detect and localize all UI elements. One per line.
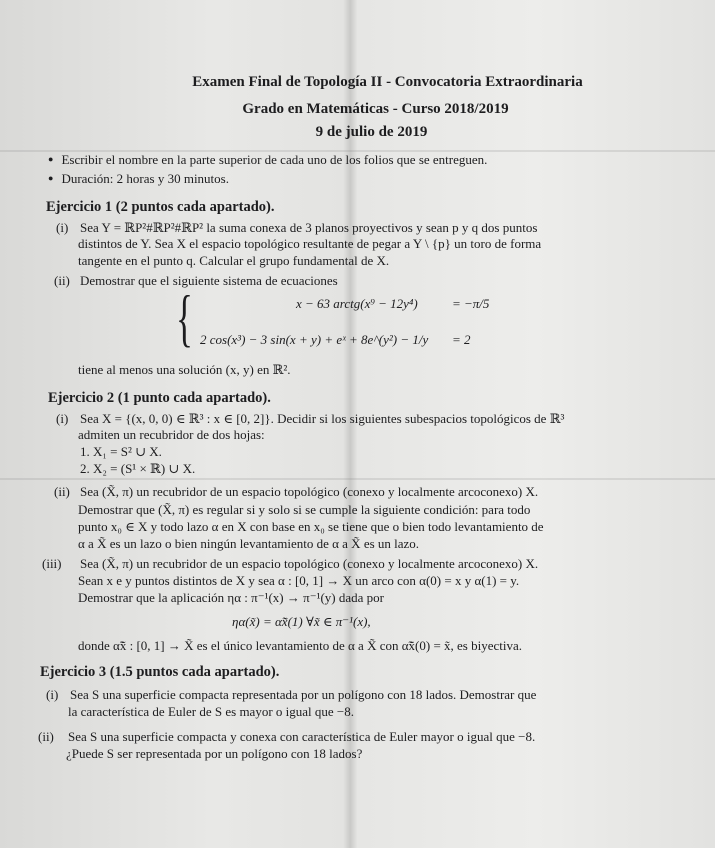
ex3-part-ii-line: Sea S una superficie compacta y conexa con característica de Euler mayor o igual que −8.: [68, 729, 536, 744]
equation-1-rhs: = −π/5: [452, 296, 490, 311]
ex2-part-ii-line: α a X̃ es un lazo o bien ningún levantamiento de α a X̃ es un lazo.: [78, 536, 420, 551]
ex1-part-ii-label: (ii): [54, 273, 70, 288]
ex2-part-iii-tail: donde α̃x̃ : [0, 1] → X̃ es el único levantamiento de α a X̃ con α̃x̃(0) = x̃, es biyectiva.: [78, 638, 523, 653]
ex3-part-i-line: la característica de Euler de S es mayor o igual que −8.: [68, 704, 354, 719]
ex3-part-i-line: Sea S una superficie compacta representada por un polígono con 18 lados. Demostrar que: [70, 687, 537, 702]
exam-date: 9 de julio de 2019: [315, 124, 428, 140]
exam-title: Examen Final de Topología II - Convocatoria Extraordinaria: [192, 74, 583, 90]
ex1-part-ii-line: Demostrar que el siguiente sistema de ecuaciones: [80, 273, 338, 288]
ex2-part-ii-line: Sea (X̃, π) un recubridor de un espacio topológico (conexo y localmente arcoconexo) X.: [80, 484, 539, 499]
ex1-part-i-line: Sea Y = ℝP²#ℝP²#ℝP² la suma conexa de 3 planos proyectivos y sean p y q dos puntos: [80, 220, 538, 235]
ex3-part-i-label: (i): [46, 687, 59, 702]
ex3-part-ii-line: ¿Puede S ser representada por un polígono con 18 lados?: [66, 746, 363, 761]
exercise-1-heading: Ejercicio 1 (2 puntos cada apartado).: [46, 199, 275, 215]
ex2-part-iii-line: Demostrar que la aplicación ηα : π⁻¹(x) → π⁻¹(y) dada por: [78, 590, 384, 605]
ex2-part-iii-line: Sea (X̃, π) un recubridor de un espacio topológico (conexo y localmente arcoconexo) X.: [80, 556, 539, 571]
equation-2-lhs: 2 cos(x³) − 3 sin(x + y) + eˣ + 8e^(y²) − 1/y: [200, 332, 429, 347]
paper-fold: [0, 478, 715, 480]
ex1-part-ii-tail: tiene al menos una solución (x, y) en ℝ².: [78, 362, 291, 377]
ex3-part-ii-label: (ii): [38, 729, 54, 744]
ex2-part-i-line: admiten un recubridor de dos hojas:: [78, 427, 265, 442]
instruction-item: ● Escribir el nombre en la parte superior de cada uno de los folios que se entreguen.: [48, 152, 487, 168]
ex2-item: 2. X₂ = (S¹ × ℝ) ∪ X.: [80, 461, 196, 476]
ex1-part-i-label: (i): [56, 220, 69, 235]
ex2-part-i-line: Sea X = {(x, 0, 0) ∈ ℝ³ : x ∈ [0, 2]}. Decidir si los siguientes subespacios topológicos de ℝ³: [80, 411, 565, 426]
ex2-part-ii-line: Demostrar que (X̃, π) es regular si y solo si se cumple la siguiente condición: para todo: [78, 502, 531, 517]
ex1-part-i-line: tangente en el punto q. Calcular el grupo fundamental de X.: [78, 253, 390, 268]
ex1-part-i-line: distintos de Y. Sea X el espacio topológico resultante de pegar a Y \ {p} un toro de forma: [78, 236, 542, 251]
exercise-3-heading: Ejercicio 3 (1.5 puntos cada apartado).: [40, 664, 280, 680]
exercise-2-heading: Ejercicio 2 (1 punto cada apartado).: [48, 390, 271, 406]
instruction-item: ● Duración: 2 horas y 30 minutos.: [48, 171, 229, 187]
exam-subtitle: Grado en Matemáticas - Curso 2018/2019: [242, 101, 509, 117]
ex2-part-i-label: (i): [56, 411, 69, 426]
equation-1-lhs: x − 63 arctg(x⁹ − 12y⁴): [296, 296, 418, 311]
ex2-item: 1. X₁ = S² ∪ X.: [80, 444, 162, 459]
ex2-part-ii-line: punto x₀ ∈ X y todo lazo α en X con base en x₀ se tiene que o bien todo levantamiento de: [78, 519, 544, 534]
ex2-part-ii-label: (ii): [54, 484, 70, 499]
equation-brace: {: [176, 282, 193, 353]
equation-2-rhs: = 2: [452, 332, 471, 347]
ex2-part-iii-line: Sean x e y puntos distintos de X y sea α : [0, 1] → X un arco con α(0) = x y α(1) = y.: [78, 573, 520, 588]
ex2-part-iii-label: (iii): [42, 556, 62, 571]
ex2-part-iii-formula: ηα(x̃) = α̃x̃(1) ∀x̃ ∈ π⁻¹(x),: [232, 614, 371, 629]
